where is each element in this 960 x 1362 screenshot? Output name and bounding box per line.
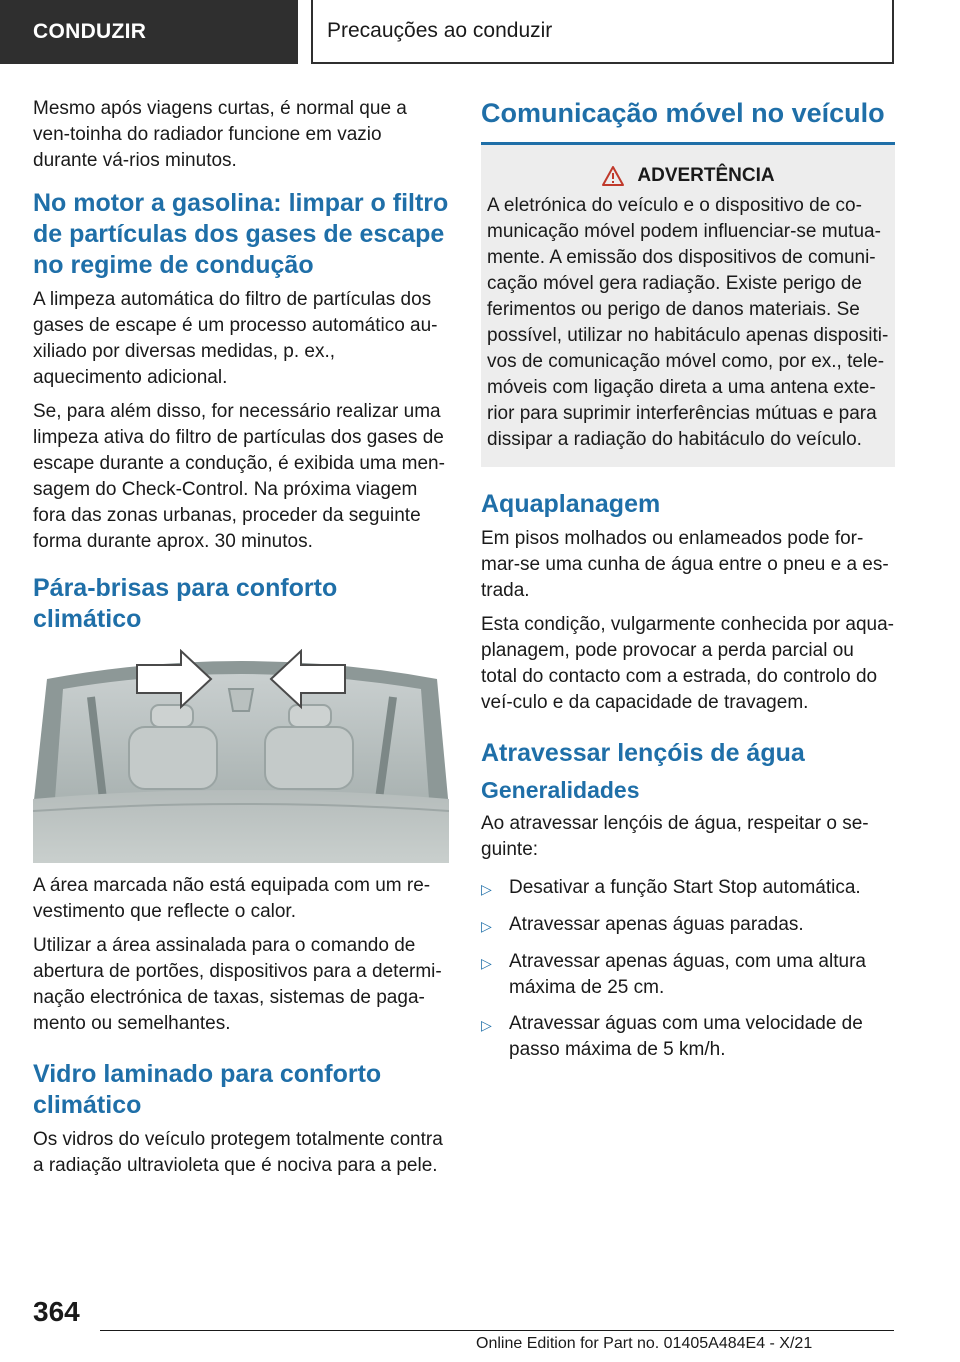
warning-box [481,145,895,467]
warning-title [487,165,889,187]
bullet-triangle-icon: ▷ [481,1017,492,1033]
list-item-text: Atravessar apenas águas, com uma altura máxima de 25 cm. [509,951,866,998]
generalities-paragraph: Ao atravessar lençóis de água, respeitar o se-guinte: [481,813,869,860]
list-item [481,1011,895,1063]
list-item [481,875,895,902]
warning-triangle-icon [601,165,625,187]
page-number: 364 [33,1296,80,1327]
heading-generalities: Generalidades [481,777,640,803]
bullet-triangle-icon: ▷ [481,881,492,897]
windshield-paragraph-1: A área marcada não está equipada com um re-vestimento que reflecte o calor. [33,875,431,922]
gasoline-paragraph-2: Se, para além disso, for necessário realizar uma limpeza ativa do filtro de partículas dos gases de escape durante a condução, é exibida uma men-sagem do Check-Control. Na próxima viagem fora das zonas urbanas, proceder da seguinte forma durante aprox. 30 minutos. [33,401,445,552]
gasoline-paragraph-1: A limpeza automática do filtro de partículas dos gases de escape é um processo automático au-xiliado por diversas medidas, p. ex., aquecimento adicional. [33,289,438,388]
intro-paragraph: Mesmo após viagens curtas, é normal que a ven-toinha do radiador funcione em vazio durante vá-rios minutos. [33,98,407,171]
aquaplaning-paragraph-2: Esta condição, vulgarmente conhecida por aqua-planagem, pode provocar a perda parcial ou total do contacto com a estrada, do controlo do veí-culo e da capacidade de travagem. [481,614,894,713]
heading-water-crossing: Atravessar lençóis de água [481,739,805,767]
left-column [33,96,449,1187]
water-crossing-list [481,875,895,1063]
heading-gasoline-filter: No motor a gasolina: limpar o filtro de partículas dos gases de escape no regime de condução [33,189,449,279]
car-interior-image [33,649,449,863]
right-column [481,96,895,1073]
list-item-text: Atravessar apenas águas paradas. [509,914,804,935]
list-item-text: Atravessar águas com uma velocidade de passo máxima de 5 km/h. [509,1013,863,1060]
aquaplaning-paragraph-1: Em pisos molhados ou enlameados pode for-mar-se uma cunha de água entre o pneu e a es-trada. [481,528,889,601]
chapter-title: Precauções ao conduzir [311,0,894,64]
section-tab: CONDUZIR [0,0,298,64]
heading-aquaplaning: Aquaplanagem [481,490,661,518]
heading-mobile-communication: Comunicação móvel no veículo [481,98,885,128]
glass-paragraph: Os vidros do veículo protegem totalmente contra a radiação ultravioleta que é nociva para a pele. [33,1129,443,1176]
list-item [481,912,895,939]
heading-windshield: Pára-brisas para conforto climático [33,574,338,633]
warning-title-label: ADVERTÊNCIA [637,165,775,186]
list-item [481,949,895,1001]
windshield-illustration [33,649,449,863]
footer-divider [100,1330,894,1331]
heading-laminated-glass: Vidro laminado para conforto climático [33,1060,382,1119]
bullet-triangle-icon: ▷ [481,918,492,934]
bullet-triangle-icon: ▷ [481,955,492,971]
list-item-text: Desativar a função Start Stop automática. [509,877,861,898]
warning-text: A eletrónica do veículo e o dispositivo de co-municação móvel podem influenciar-se mutua-mente. A emissão dos dispositivos de comuni-cação móvel gera radiação. Existe perigo de ferimentos ou perigo de danos materiais. Se possível, utilizar no habitáculo apenas dispositi-vos de comunicação móvel como, por ex., tele-móveis com ligação direta a uma antena exte-rior para suprimir interferências mútuas e para dissipar a radiação do habitáculo do veículo. [487,195,889,450]
windshield-paragraph-2: Utilizar a área assinalada para o comando de abertura de portões, dispositivos para a determi-nação electrónica de taxas, sistemas de paga-mento ou semelhantes. [33,935,442,1034]
footer-edition: Online Edition for Part no. 01405A484E4 - X/21 [476,1335,813,1352]
